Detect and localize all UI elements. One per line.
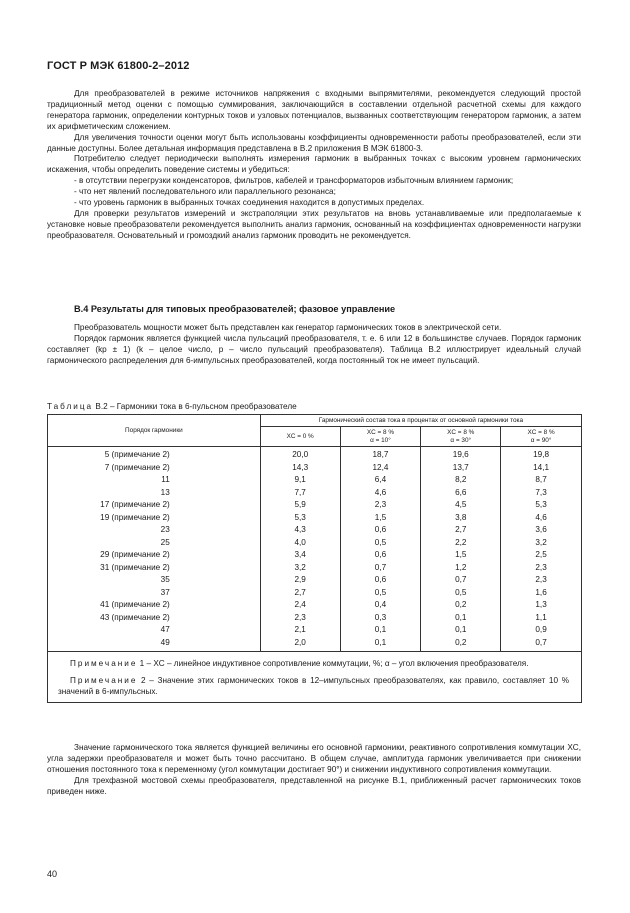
paragraph: Потребителю следует периодически выполнять измерения гармоник в выбранных точках с высоким уровнем гармонических искажения, чтобы определить поведение системы и убедиться: <box>47 154 581 175</box>
table-row <box>48 637 582 652</box>
table-caption-text: В.2 – Гармоники тока в 6-пульсном преобразователе <box>93 402 297 411</box>
column-header-line: XC = 8 % <box>447 428 475 436</box>
value-cell: 0,5 <box>340 587 421 600</box>
table-row <box>48 462 582 475</box>
value-cell: 0,6 <box>340 524 421 537</box>
list-item: - в отсутствии перегрузки конденсаторов, фильтров, кабелей и трансформаторов избыточным влиянием гармоник; <box>74 176 514 186</box>
paragraph: Значение гармонического тока является функцией величины его основной гармоники, реактивного сопротивления коммутации XC, угла задержки преобразователя и может быть точно рассчитано. В общем случае, амплитуда гармоник увеличивается при снижении отношения постоянного тока к переменному (угол коммутации достигает 90°) и снижении индуктивного сопротивления коммутации. <box>47 743 581 774</box>
list-item: - что уровень гармоник в выбранных точках соединения находится в допустимых пределах. <box>74 198 425 208</box>
value-cell: 0,1 <box>340 624 421 637</box>
value-cell: 14,3 <box>260 462 340 475</box>
column-header-line: α = 10° <box>370 436 391 444</box>
page-number: 40 <box>47 869 58 879</box>
table-row <box>48 474 582 487</box>
value-cell: 1,2 <box>421 562 501 575</box>
value-cell: 8,2 <box>421 474 501 487</box>
column-header-line: XC = 8 % <box>527 428 555 436</box>
value-cell: 1,5 <box>340 512 421 525</box>
value-cell: 0,7 <box>340 562 421 575</box>
value-cell: 1,6 <box>501 587 582 600</box>
column-header-line: α = 30° <box>450 436 472 444</box>
table-notes <box>48 652 582 703</box>
table-caption-label: Таблица <box>47 402 94 411</box>
note-label: Примечание <box>70 676 138 685</box>
value-cell: 4,6 <box>501 512 582 525</box>
table-note <box>58 675 569 697</box>
value-cell: 0,2 <box>421 637 501 652</box>
harmonic-order-cell: 37 <box>48 587 261 600</box>
table-row <box>48 624 582 637</box>
value-cell: 2,0 <box>260 637 340 652</box>
value-cell: 3,2 <box>260 562 340 575</box>
harmonic-order-cell: 11 <box>48 474 261 487</box>
paragraph: Для трехфазной мостовой схемы преобразователя, представленной на рисунке В.1, приближенный расчет гармонических токов приведен ниже. <box>47 775 581 796</box>
value-cell: 6,4 <box>340 474 421 487</box>
table-body <box>48 447 582 652</box>
list-item: - что нет явлений последовательного или параллельного резонанса; <box>74 187 336 197</box>
value-cell: 2,3 <box>260 612 340 625</box>
value-cell: 2,2 <box>421 537 501 550</box>
value-cell: 2,7 <box>421 524 501 537</box>
value-cell: 0,5 <box>421 587 501 600</box>
column-header <box>501 427 582 447</box>
value-cell: 6,6 <box>421 487 501 500</box>
column-header <box>340 427 421 447</box>
paragraph: Для проверки результатов измерений и экстраполяции этих результатов на вновь устанавливаемые или предполагаемые к установке новые преобразователи рекомендуется выполнить анализ гармоник, основанный на коэффициентах одновременности нагрузки преобразователя. Основательный и громоздкий анализ гармоник проводить не рекомендуется. <box>47 208 581 240</box>
table-row <box>48 537 582 550</box>
paragraph: Порядок гармоник является функцией числа пульсаций преобразователя, т. е. 6 или 12 в большинстве случаев. Порядок гармоник составляет (kp ± 1) (k – целое число, p – число пульсаций преобразователя). Таблица В.2 иллюстрирует идеальный случай гармонического распределения для 6-импульсных преобразователей, когда постоянный ток не имеет пульсаций. <box>47 333 581 365</box>
table-row <box>48 549 582 562</box>
harmonic-order-cell: 47 <box>48 624 261 637</box>
value-cell: 0,5 <box>340 537 421 550</box>
mid-text-block <box>47 323 581 367</box>
column-header-line: α = 90° <box>530 436 552 444</box>
value-cell: 2,3 <box>501 562 582 575</box>
value-cell: 2,4 <box>260 599 340 612</box>
table-row <box>48 499 582 512</box>
table-row <box>48 562 582 575</box>
value-cell: 0,1 <box>340 637 421 652</box>
value-cell: 13,7 <box>421 462 501 475</box>
value-cell: 0,6 <box>340 549 421 562</box>
table-row <box>48 487 582 500</box>
note-text: 1 – XC – линейное индуктивное сопротивление коммутации, %; α – угол включения преобразователя. <box>137 659 529 668</box>
value-cell: 1,3 <box>501 599 582 612</box>
harmonic-order-cell: 25 <box>48 537 261 550</box>
table-note <box>58 658 569 669</box>
paragraph: Преобразователь мощности может быть представлен как генератор гармонических токов в электрической сети. <box>74 323 502 332</box>
harmonic-order-cell: 13 <box>48 487 261 500</box>
column-header-order: Порядок гармоники <box>48 415 261 447</box>
value-cell: 2,9 <box>260 574 340 587</box>
top-text-block <box>47 89 581 242</box>
value-cell: 0,3 <box>340 612 421 625</box>
note-text: 2 – Значение этих гармонических токов в 12–импульсных преобразователях, как правило, составляет 10 % значений в 6-импульсных. <box>58 676 569 696</box>
value-cell: 5,9 <box>260 499 340 512</box>
value-cell: 8,7 <box>501 474 582 487</box>
table-caption <box>47 402 297 411</box>
value-cell: 12,4 <box>340 462 421 475</box>
harmonic-order-cell: 23 <box>48 524 261 537</box>
value-cell: 4,6 <box>340 487 421 500</box>
column-header <box>421 427 501 447</box>
column-group-header: Гармонический состав тока в процентах от основной гармоники тока <box>260 415 581 427</box>
value-cell: 0,1 <box>421 612 501 625</box>
value-cell: 0,7 <box>501 637 582 652</box>
value-cell: 2,3 <box>340 499 421 512</box>
value-cell: 14,1 <box>501 462 582 475</box>
harmonic-order-cell: 29 (примечание 2) <box>48 549 261 562</box>
value-cell: 2,3 <box>501 574 582 587</box>
value-cell: 1,1 <box>501 612 582 625</box>
harmonic-order-cell: 41 (примечание 2) <box>48 599 261 612</box>
value-cell: 7,3 <box>501 487 582 500</box>
value-cell: 4,0 <box>260 537 340 550</box>
table-row <box>48 587 582 600</box>
value-cell: 4,3 <box>260 524 340 537</box>
value-cell: 2,7 <box>260 587 340 600</box>
value-cell: 19,6 <box>421 447 501 462</box>
value-cell: 18,7 <box>340 447 421 462</box>
value-cell: 2,5 <box>501 549 582 562</box>
harmonic-order-cell: 31 (примечание 2) <box>48 562 261 575</box>
table-row <box>48 512 582 525</box>
value-cell: 7,7 <box>260 487 340 500</box>
value-cell: 1,5 <box>421 549 501 562</box>
harmonics-table <box>47 414 582 703</box>
table-row <box>48 574 582 587</box>
bottom-text-block <box>47 743 581 798</box>
column-header-line: XC = 8 % <box>366 428 395 436</box>
value-cell: 2,1 <box>260 624 340 637</box>
harmonic-order-cell: 17 (примечание 2) <box>48 499 261 512</box>
value-cell: 20,0 <box>260 447 340 462</box>
paragraph: Для увеличения точности оценки могут быть использованы коэффициенты одновременности работы преобразователей, если эти данные доступны. Более детальная информация представлена в В.2 приложения В МЭК 61800-3. <box>47 132 581 153</box>
value-cell: 0,2 <box>421 599 501 612</box>
paragraph: Для преобразователей в режиме источников напряжения с входными выпрямителями, рекомендуется следующий простой традиционный метод оценки с помощью суммирования, заключающийся в составлении отдельной расчетной схемы для каждого генератора гармоник, определении контурных токов и узловых потенциалов, вызванных соответствующим генератором гармоник, а затем их арифметическим сложением. <box>47 89 581 131</box>
table-row <box>48 612 582 625</box>
section-heading: В.4 Результаты для типовых преобразователей; фазовое управление <box>74 304 396 314</box>
value-cell: 0,6 <box>340 574 421 587</box>
value-cell: 9,1 <box>260 474 340 487</box>
value-cell: 4,5 <box>421 499 501 512</box>
value-cell: 0,4 <box>340 599 421 612</box>
value-cell: 3,4 <box>260 549 340 562</box>
value-cell: 0,7 <box>421 574 501 587</box>
note-label: Примечание <box>70 659 138 668</box>
page-header-standard: ГОСТ Р МЭК 61800-2–2012 <box>47 60 190 72</box>
table-row <box>48 447 582 462</box>
value-cell: 19,8 <box>501 447 582 462</box>
column-header-line: XC = 0 % <box>286 432 314 440</box>
table-row <box>48 599 582 612</box>
value-cell: 0,9 <box>501 624 582 637</box>
harmonic-order-cell: 43 (примечание 2) <box>48 612 261 625</box>
harmonic-order-cell: 49 <box>48 637 261 652</box>
value-cell: 3,2 <box>501 537 582 550</box>
value-cell: 5,3 <box>260 512 340 525</box>
value-cell: 0,1 <box>421 624 501 637</box>
harmonic-order-cell: 19 (примечание 2) <box>48 512 261 525</box>
value-cell: 3,6 <box>501 524 582 537</box>
value-cell: 3,8 <box>421 512 501 525</box>
value-cell: 5,3 <box>501 499 582 512</box>
harmonic-order-cell: 35 <box>48 574 261 587</box>
harmonic-order-cell: 5 (примечание 2) <box>48 447 261 462</box>
column-header <box>260 427 340 447</box>
harmonic-order-cell: 7 (примечание 2) <box>48 462 261 475</box>
table-row <box>48 524 582 537</box>
